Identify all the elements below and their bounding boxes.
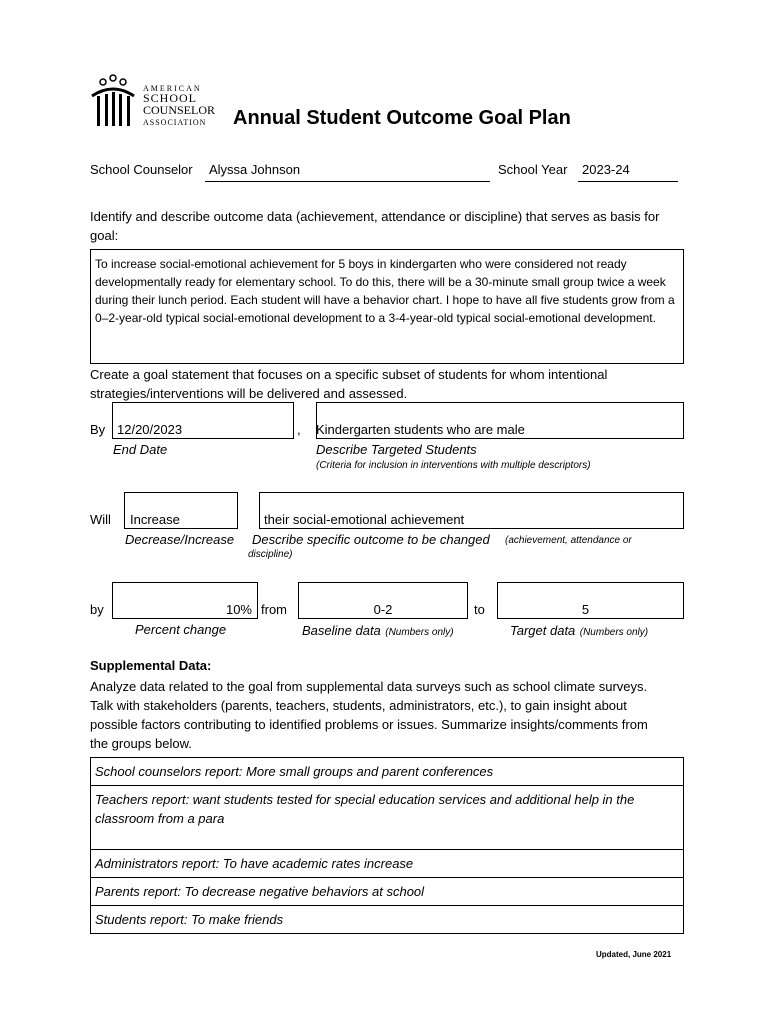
baseline-note: (Numbers only) [385, 627, 454, 638]
outcome-note-2: discipline) [248, 549, 293, 560]
page-title: Annual Student Outcome Goal Plan [233, 107, 571, 129]
direction-caption: Decrease/Increase [125, 532, 235, 547]
logo-line-2: SCHOOL [143, 91, 198, 105]
end-date-caption: End Date [113, 442, 168, 457]
target-caption-row [510, 622, 648, 640]
target-note: (Numbers only) [579, 627, 649, 638]
logo-line-1: AMERICAN [143, 84, 202, 93]
to-label: to [474, 602, 485, 617]
outcome-note-1: (achievement, attendance or [505, 535, 632, 546]
teachers-report-cell[interactable]: Teachers report: want students tested for special education services and additional help in the classroom from a para [91, 786, 684, 850]
logo-line-3: COUNSELOR [143, 103, 216, 117]
table-row [91, 758, 684, 786]
updated-note: Updated, June 2021 [596, 950, 672, 959]
end-date-value: 12/20/2023 [117, 422, 183, 437]
from-label: from [261, 602, 287, 617]
will-label: Will [90, 512, 111, 527]
target-caption: Target data [510, 623, 576, 638]
goal-statement-prompt: Create a goal statement that focuses on a specific subset of students for whom intentional strategies/interventions will be delivered and assessed. [90, 367, 608, 401]
table-row [91, 906, 684, 934]
outcome-data-text: To increase social-emotional achievement for 5 boys in kindergarten who were considered not ready developmentally ready for elementary school. To do this, there will be a 30-minute small group twice a week during their lunch period. Each student will have a behavior chart. I hope to have all five students grow from a 0–2-year-old typical social-emotional development to a 3-4-year-old typical social-emotional development. [95, 257, 675, 325]
counselors-report-cell[interactable]: School counselors report: More small groups and parent conferences [91, 758, 684, 786]
parents-report-cell[interactable]: Parents report: To decrease negative behaviors at school [91, 878, 684, 906]
target-value: 5 [581, 602, 590, 617]
outcome-caption: Describe specific outcome to be changed [252, 532, 490, 547]
outcome-value: their social-emotional achievement [264, 512, 465, 527]
baseline-value: 0-2 [373, 602, 393, 617]
school-year-label: School Year [498, 162, 568, 177]
asca-logo [90, 74, 230, 130]
counselor-value: Alyssa Johnson [209, 162, 301, 177]
direction-value: Increase [130, 512, 180, 527]
outcome-data-prompt: Identify and describe outcome data (achievement, attendance or discipline) that serves as basis for goal: [90, 209, 660, 243]
percent-caption: Percent change [135, 622, 227, 637]
by-label: By [90, 422, 106, 437]
supplemental-text: Analyze data related to the goal from supplemental data surveys such as school climate surveys. Talk with stakeholders (parents, teachers, students, administrators, etc.), to gain insight about possible factors contributing to identified problems or issues. Summarize insights/comments from the groups below. [90, 679, 648, 751]
table-row [91, 850, 684, 878]
supplemental-heading: Supplemental Data: [90, 658, 212, 673]
by2-label: by [90, 602, 104, 617]
baseline-caption-row [302, 622, 454, 640]
counselor-label: School Counselor [90, 162, 193, 177]
administrators-report-cell[interactable]: Administrators report: To have academic rates increase [91, 850, 684, 878]
outcome-data-box[interactable] [90, 249, 684, 364]
students-report-cell[interactable]: Students report: To make friends [91, 906, 684, 934]
supplemental-table [90, 757, 684, 934]
school-year-value: 2023-24 [582, 162, 630, 177]
comma: , [297, 422, 301, 437]
table-row [91, 786, 684, 850]
asca-logo-icon [90, 74, 136, 130]
logo-line-4: ASSOCIATION [143, 118, 207, 127]
table-row [91, 878, 684, 906]
targeted-students-caption: Describe Targeted Students [316, 442, 477, 457]
targeted-students-note: (Criteria for inclusion in interventions with multiple descriptors) [316, 460, 591, 471]
baseline-caption: Baseline data [302, 623, 381, 638]
targeted-students-value: Kindergarten students who are male [316, 422, 525, 437]
percent-value: 10% [225, 602, 252, 617]
